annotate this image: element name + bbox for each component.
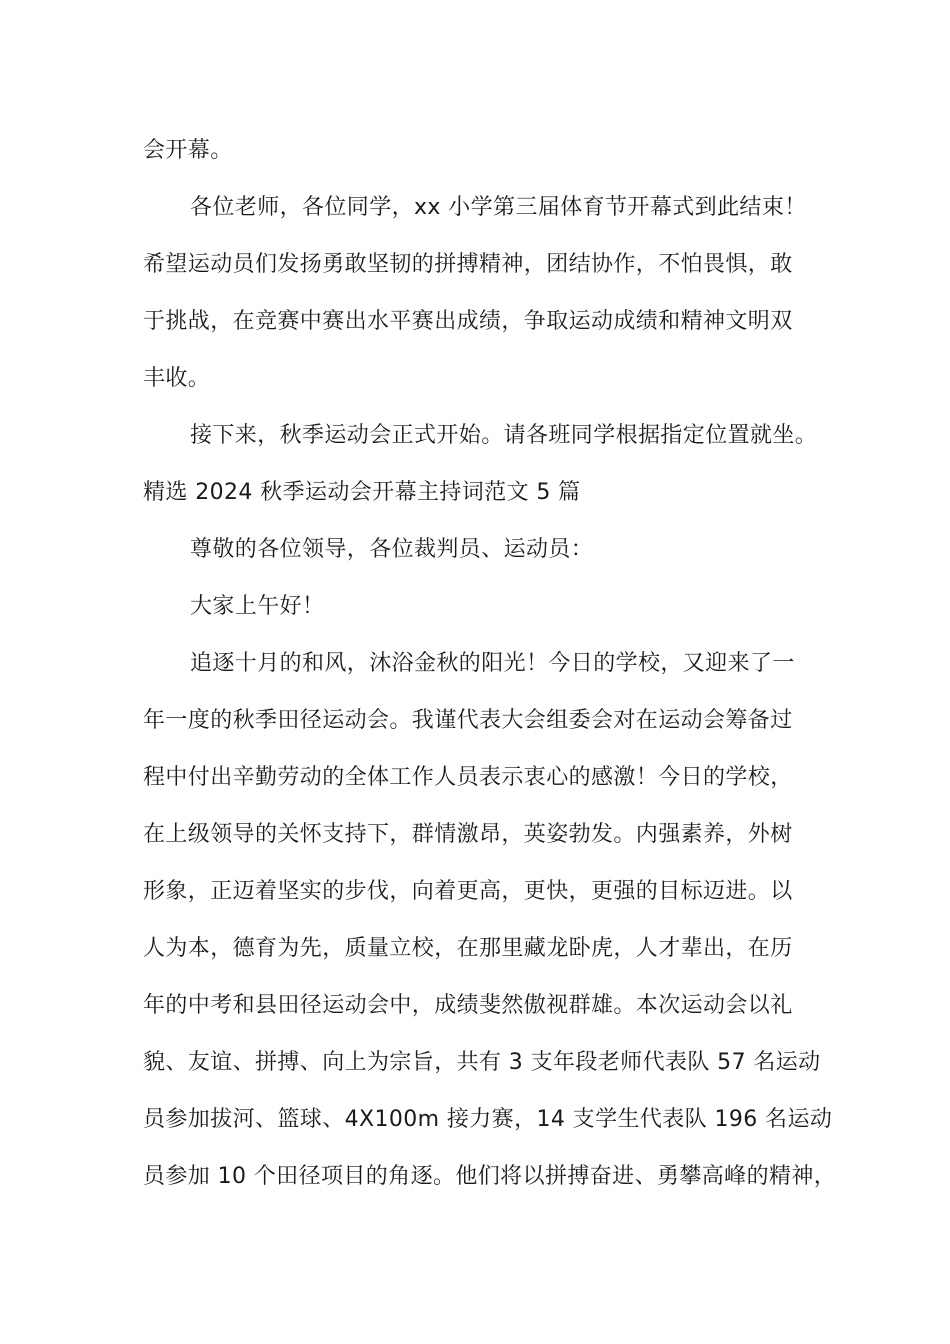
body-line-3: 程中付出辛勤劳动的全体工作人员表示衷心的感激！今日的学校， xyxy=(143,765,793,790)
greeting: 大家上午好！ xyxy=(190,594,325,619)
paragraph-closing-line-1: 各位老师，各位同学，xx 小学第三届体育节开幕式到此结束！ xyxy=(190,195,807,220)
text-line-1: 会开幕。 xyxy=(143,138,233,163)
body-line-6: 人为本，德育为先，质量立校，在那里藏龙卧虎，人才辈出，在历 xyxy=(143,936,793,961)
body-line-1: 追逐十月的和风，沐浴金秋的阳光！今日的学校，又迎来了一 xyxy=(190,651,795,676)
body-line-8: 貌、友谊、拼搏、向上为宗旨，共有 3 支年段老师代表队 57 名运动 xyxy=(143,1050,821,1075)
section-title: 精选 2024 秋季运动会开幕主持词范文 5 篇 xyxy=(143,480,581,505)
paragraph-next-line: 接下来，秋季运动会正式开始。请各班同学根据指定位置就坐。 xyxy=(190,423,818,448)
body-line-9: 员参加拔河、篮球、4X100m 接力赛，14 支学生代表队 196 名运动 xyxy=(143,1107,833,1132)
salutation: 尊敬的各位领导，各位裁判员、运动员： xyxy=(190,537,594,562)
body-line-2: 年一度的秋季田径运动会。我谨代表大会组委会对在运动会筹备过 xyxy=(143,708,793,733)
body-line-7: 年的中考和县田径运动会中，成绩斐然傲视群雄。本次运动会以礼 xyxy=(143,993,793,1018)
body-line-10: 员参加 10 个田径项目的角逐。他们将以拼搏奋进、勇攀高峰的精神， xyxy=(143,1164,837,1189)
paragraph-closing-line-4: 丰收。 xyxy=(143,366,211,391)
paragraph-closing-line-3: 于挑战，在竞赛中赛出水平赛出成绩，争取运动成绩和精神文明双 xyxy=(143,309,793,334)
body-line-5: 形象，正迈着坚实的步伐，向着更高，更快，更强的目标迈进。以 xyxy=(143,879,793,904)
body-line-4: 在上级领导的关怀支持下，群情激昂，英姿勃发。内强素养，外树 xyxy=(143,822,793,847)
paragraph-closing-line-2: 希望运动员们发扬勇敢坚韧的拼搏精神，团结协作，不怕畏惧，敢 xyxy=(143,252,793,277)
